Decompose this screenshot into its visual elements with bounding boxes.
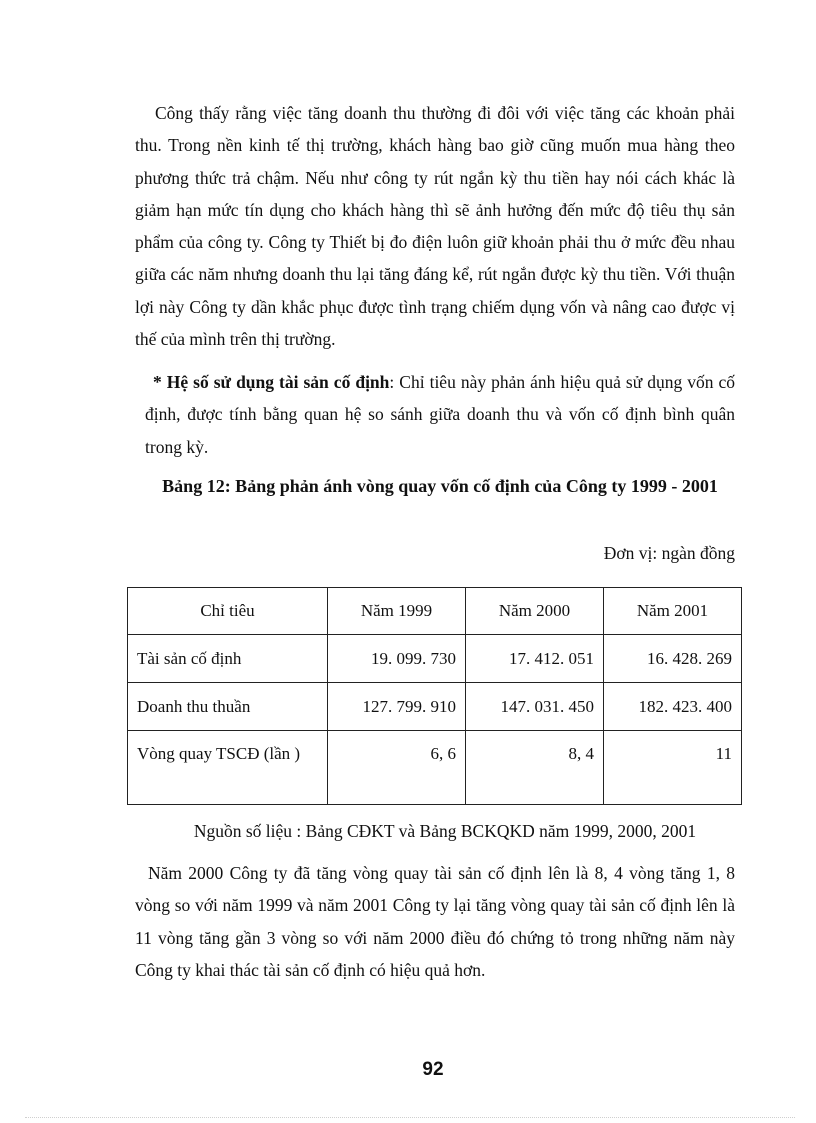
table-source: Nguồn số liệu : Bảng CĐKT và Bảng BCKQKD năm 1999, 2000, 2001 xyxy=(193,821,697,841)
cell-value: 6, 6 xyxy=(328,731,466,805)
paragraph-receivables: Công thấy rằng việc tăng doanh thu thường đi đôi với việc tăng các khoản phải thu. Trong nền kinh tế thị trường, khách hàng bao giờ cũng muốn mua hàng theo phương thức trả chậm. Nếu như công ty rút ngắn kỳ thu tiền hay nói cách khác là giảm hạn mức tín dụng cho khách hàng thì sẽ ảnh hưởng đến mức độ tiêu thụ sản phẩm của công ty. Công ty Thiết bị đo điện luôn giữ khoản phải thu ở mức đều nhau giữa các năm nhưng doanh thu lại tăng đáng kể, rút ngắn được kỳ thu tiền. Với thuận lợi này Công ty dần khắc phục được tình trạng chiếm dụng vốn và nâng cao được vị thế của mình trên thị trường. xyxy=(135,103,735,350)
paragraph-fixed-asset-ratio xyxy=(145,366,735,463)
row-label: Doanh thu thuần xyxy=(128,683,328,731)
table-row xyxy=(128,635,742,683)
row-label: Vòng quay TSCĐ (lần ) xyxy=(128,731,328,805)
cell-value: 147. 031. 450 xyxy=(466,683,604,731)
ratio-heading: * Hệ số sử dụng tài sản cố định xyxy=(153,372,390,392)
header-indicator: Chỉ tiêu xyxy=(128,588,328,635)
cell-value: 8, 4 xyxy=(466,731,604,805)
table-row xyxy=(128,731,742,805)
table-unit: Đơn vị: ngàn đồng xyxy=(603,543,735,563)
cell-value: 16. 428. 269 xyxy=(604,635,742,683)
cell-value: 19. 099. 730 xyxy=(328,635,466,683)
header-year-2001: Năm 2001 xyxy=(604,588,742,635)
cell-value: 127. 799. 910 xyxy=(328,683,466,731)
table-header-row xyxy=(128,588,742,635)
header-year-2000: Năm 2000 xyxy=(466,588,604,635)
fixed-capital-turnover-table xyxy=(127,587,742,805)
row-label: Tài sản cố định xyxy=(128,635,328,683)
page-number: 92 xyxy=(422,1059,444,1080)
cell-value: 11 xyxy=(604,731,742,805)
table-title: Bảng 12: Bảng phản ánh vòng quay vốn cố định của Công ty 1999 - 2001 xyxy=(162,476,718,496)
header-year-1999: Năm 1999 xyxy=(328,588,466,635)
page-bottom-divider xyxy=(25,1117,795,1118)
paragraph-analysis: Năm 2000 Công ty đã tăng vòng quay tài sản cố định lên là 8, 4 vòng tăng 1, 8 vòng so với năm 1999 và năm 2001 Công ty lại tăng vòng quay tài sản cố định lên là 11 vòng tăng gần 3 vòng so với năm 2000 điều đó chứng tỏ trong những năm này Công ty khai thác tài sản cố định có hiệu quả hơn. xyxy=(135,863,735,980)
ratio-description: : Chỉ tiêu này phản ánh hiệu quả sử dụng vốn cố định, được tính bằng quan hệ so sánh giữa doanh thu và vốn cố định bình quân trong kỳ. xyxy=(145,372,735,457)
cell-value: 17. 412. 051 xyxy=(466,635,604,683)
cell-value: 182. 423. 400 xyxy=(604,683,742,731)
table-row xyxy=(128,683,742,731)
